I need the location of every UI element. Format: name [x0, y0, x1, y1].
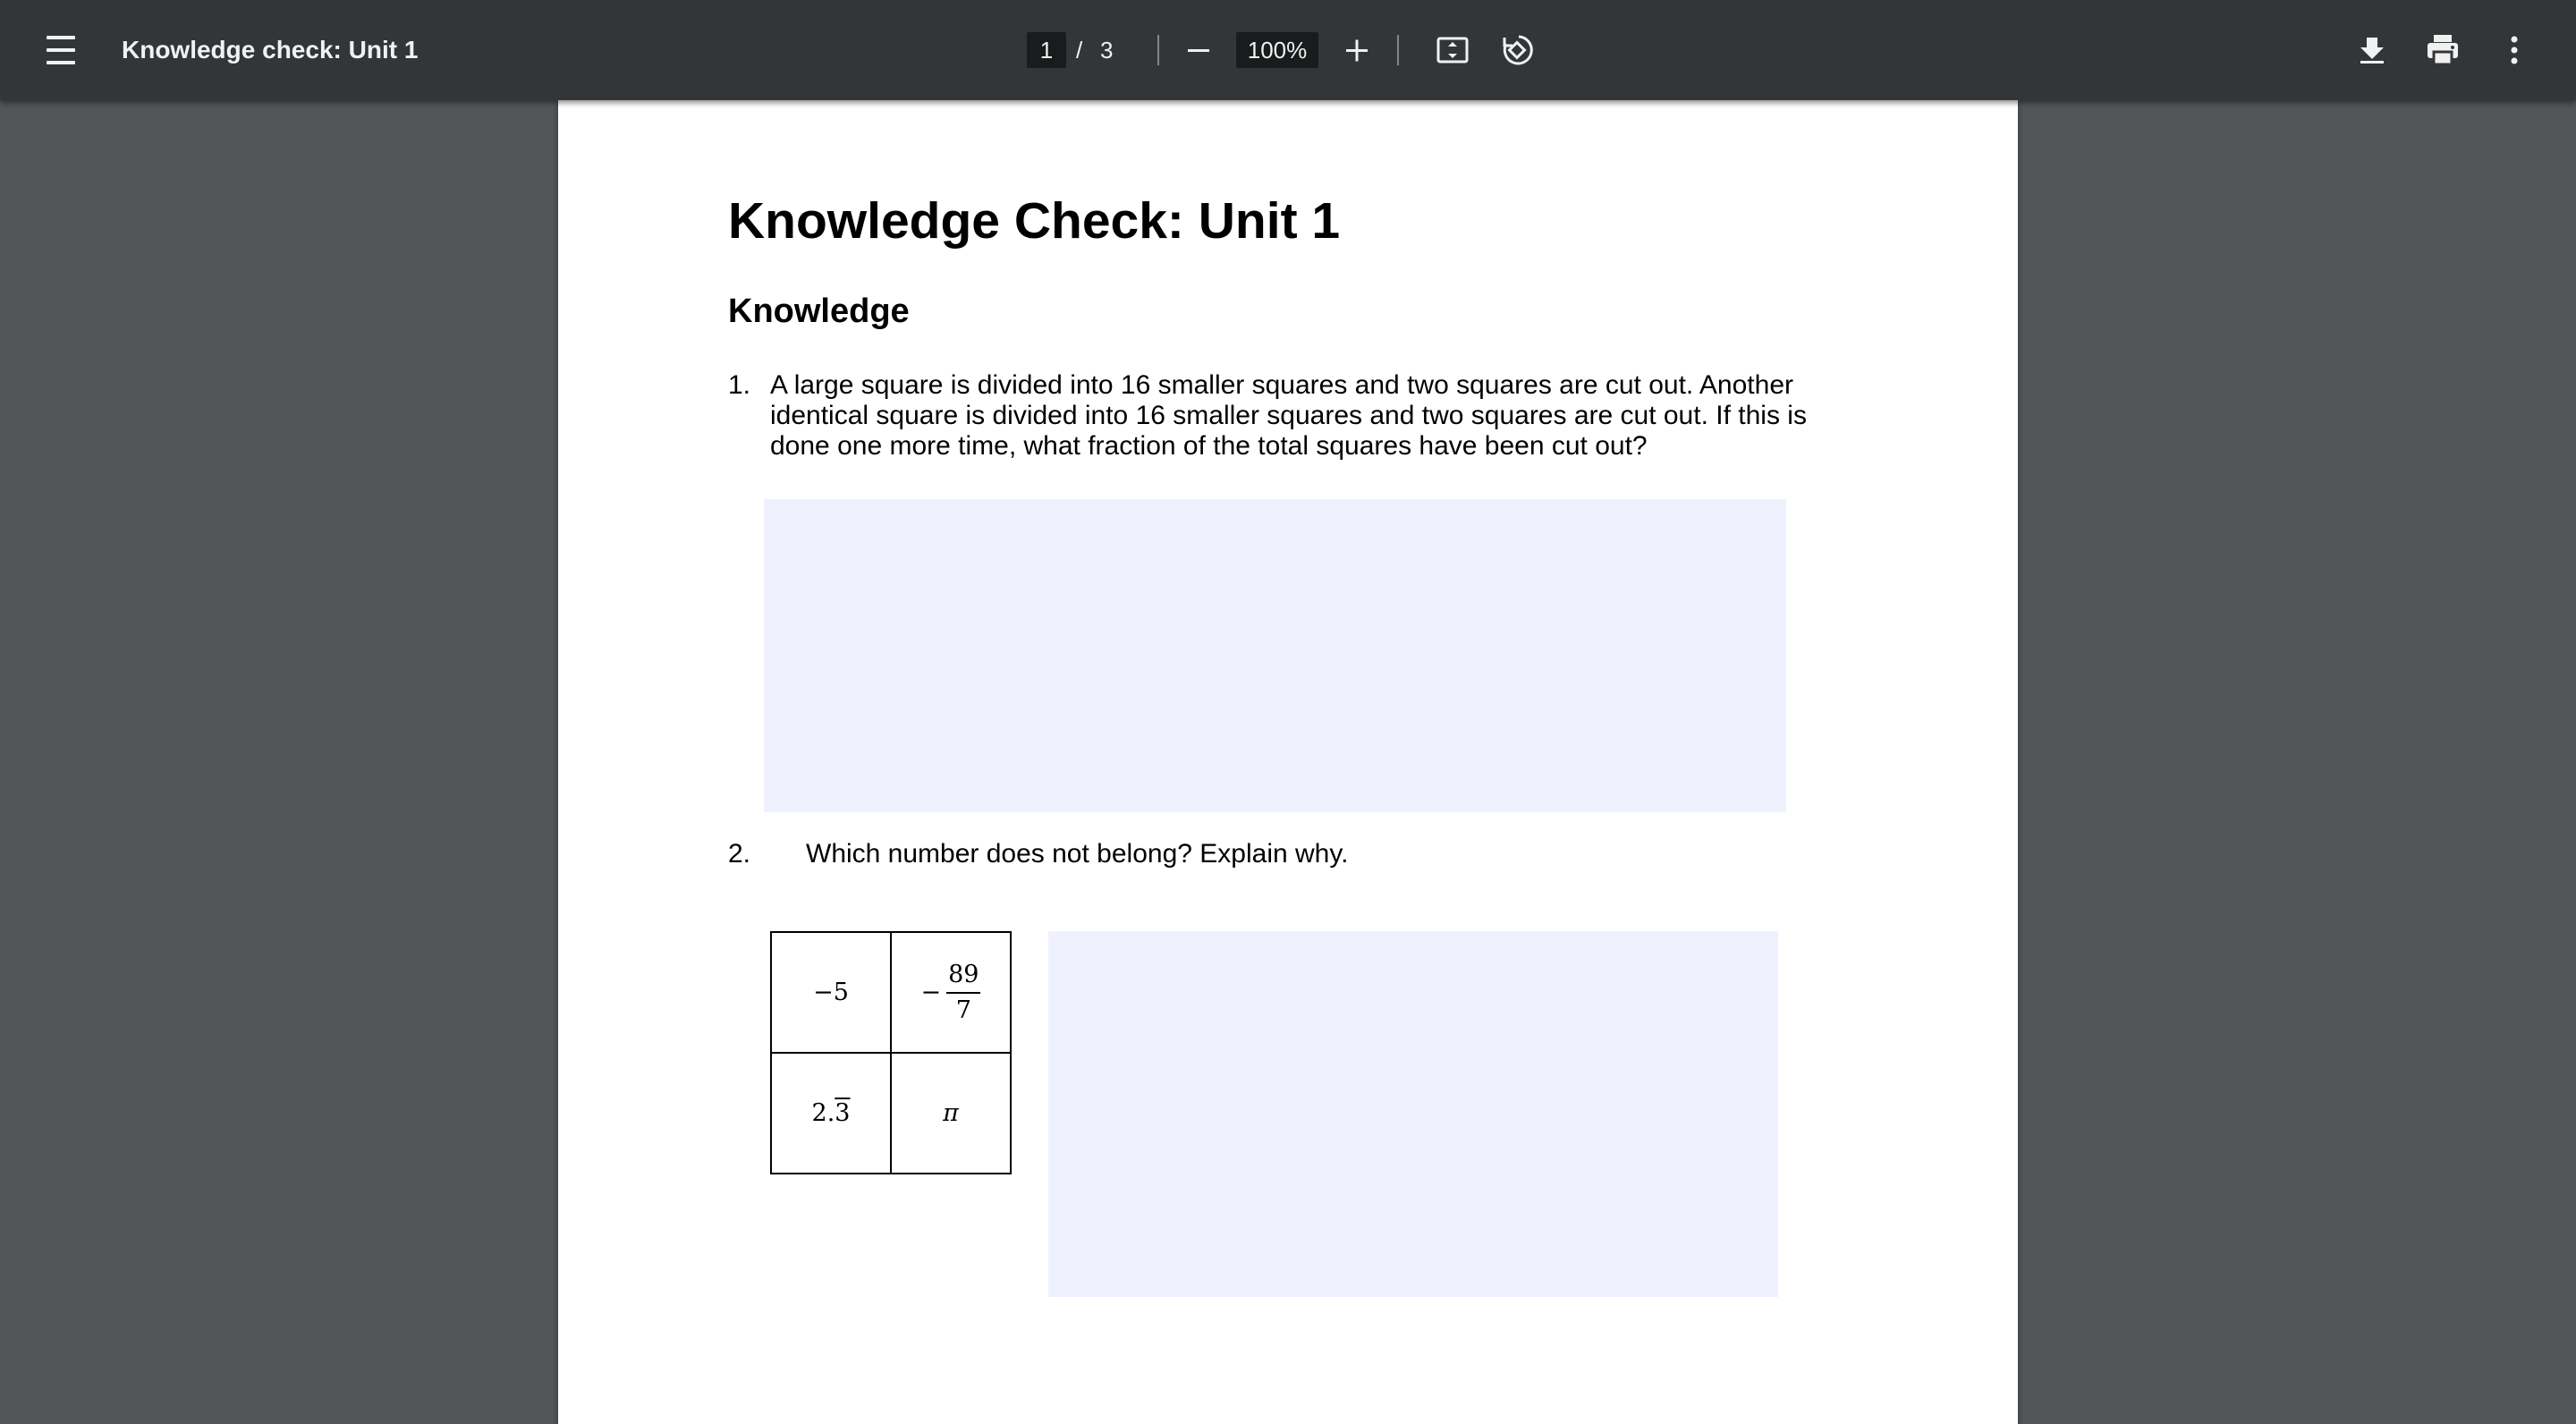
question-number: 1. [728, 370, 751, 400]
fraction-denominator: 7 [955, 996, 971, 1024]
plus-icon [1343, 37, 1370, 64]
grid-cell [891, 1053, 1011, 1174]
pdf-toolbar [0, 0, 2576, 100]
answer-box[interactable] [1048, 931, 1778, 1297]
zoom-in-button[interactable] [1335, 29, 1378, 72]
download-icon [2357, 35, 2387, 65]
question-text: A large square is divided into 16 smaller squares and two squares are cut out. Another identical square is divided into 16 smaller squares and two squares are cut out. If this is done one more time, what fraction of the total squares have been cut out? [770, 370, 1807, 461]
print-icon [2425, 32, 2461, 68]
minus-icon [1185, 37, 1212, 64]
more-options-button[interactable] [2493, 29, 2536, 72]
fraction-value [921, 962, 981, 1024]
which-one-doesnt-belong-grid [770, 931, 1012, 1174]
zoom-level-input[interactable]: 100% [1236, 32, 1318, 68]
page-number-input[interactable]: 1 [1027, 32, 1066, 68]
decimal-integer-part: 2. [811, 1099, 835, 1127]
page-separator: / [1076, 37, 1083, 64]
download-button[interactable] [2351, 29, 2394, 72]
page-total: 3 [1100, 37, 1114, 64]
decimal-repeating-digit: 3 [835, 1099, 851, 1127]
more-vert-icon [2509, 35, 2520, 65]
document-heading: Knowledge Check: Unit 1 [728, 192, 1341, 250]
grid-value: −5 [813, 979, 849, 1006]
repeating-decimal-value [812, 1099, 851, 1127]
fraction-numerator: 89 [946, 962, 980, 994]
grid-cell [771, 1053, 891, 1174]
fit-to-page-icon [1436, 33, 1470, 67]
print-button[interactable] [2421, 29, 2464, 72]
rotate-button[interactable] [1496, 29, 1538, 72]
zoom-out-button[interactable] [1177, 29, 1220, 72]
grid-cell [771, 932, 891, 1053]
document-title: Knowledge check: Unit 1 [122, 36, 419, 64]
menu-icon[interactable] [36, 29, 86, 72]
section-heading: Knowledge [728, 292, 910, 330]
answer-box[interactable] [764, 499, 1786, 812]
pdf-page [558, 100, 2018, 1424]
fraction-sign: − [920, 979, 942, 1006]
toolbar-divider [1397, 35, 1399, 65]
grid-value: π [943, 1099, 959, 1127]
question-text: Which number does not belong? Explain why. [806, 839, 1349, 869]
rotate-icon [1499, 32, 1535, 68]
grid-cell [891, 932, 1011, 1053]
fit-to-page-button[interactable] [1431, 29, 1474, 72]
toolbar-divider [1157, 35, 1159, 65]
question-number: 2. [728, 839, 751, 869]
